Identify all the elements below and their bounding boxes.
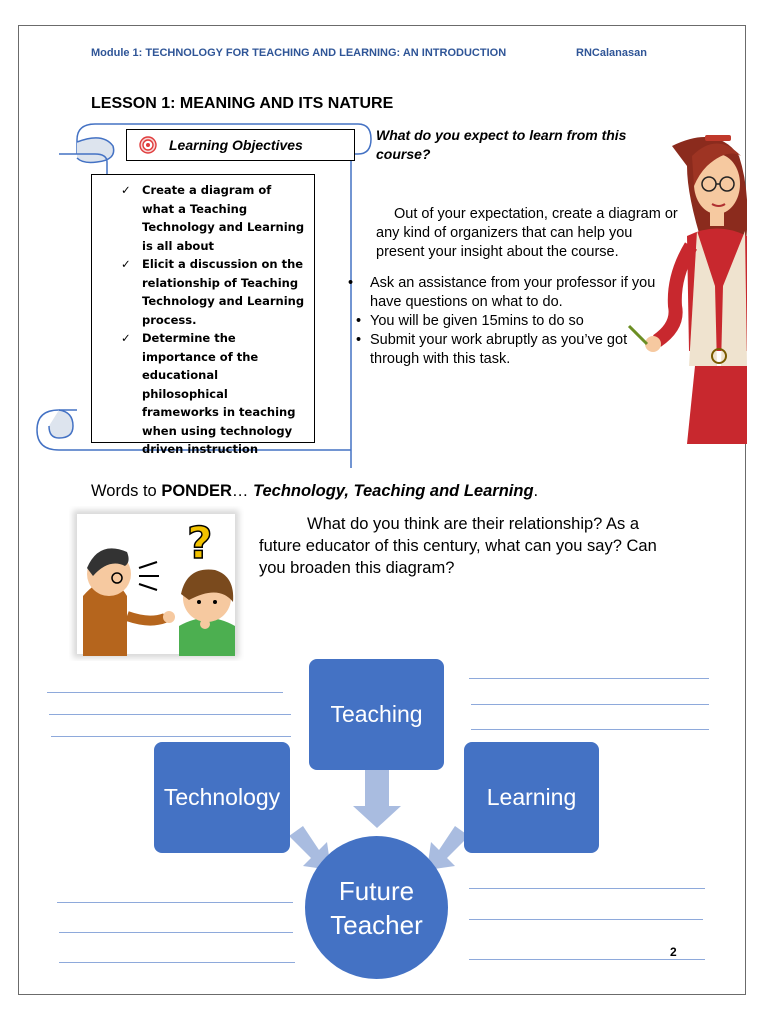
lesson-title: LESSON 1: MEANING AND ITS NATURE bbox=[91, 95, 394, 112]
svg-text:?: ? bbox=[187, 518, 213, 569]
writing-line bbox=[469, 888, 705, 889]
writing-line bbox=[471, 704, 709, 705]
teacher-illustration bbox=[617, 126, 747, 444]
writing-line bbox=[469, 919, 703, 920]
writing-line bbox=[471, 729, 709, 730]
objectives-title: Learning Objectives bbox=[169, 137, 303, 153]
ponder-heading: Words to PONDER… Technology, Teaching and Learning. bbox=[91, 482, 539, 500]
writing-line bbox=[469, 678, 709, 679]
bullet-item: • You will be given 15mins to do so bbox=[356, 313, 584, 329]
ponder-question: What do you think are their relationship? As a future educator of this century, what can you say? Can you broaden this diagram? bbox=[259, 515, 657, 577]
page-number: 2 bbox=[670, 945, 677, 959]
diagram-learning-box: Learning bbox=[464, 742, 599, 853]
expectation-paragraph: Out of your expectation, create a diagram or any kind of organizers that can help you present your insight about the course. bbox=[376, 206, 678, 260]
diagram-future-teacher-circle: Future Teacher bbox=[305, 836, 448, 979]
writing-line bbox=[49, 714, 291, 715]
objective-item: ✓ Elicit a discussion on the relationship of Teaching Technology and Learning process. bbox=[121, 257, 305, 327]
objectives-title-box bbox=[126, 129, 355, 161]
writing-line bbox=[59, 962, 295, 963]
bullet-item: • Submit your work abruptly as you’ve got through with this task. bbox=[356, 332, 628, 367]
writing-line bbox=[51, 736, 291, 737]
checkmark-icon: ✓ bbox=[121, 257, 131, 271]
expectation-question: What do you expect to learn from this course? bbox=[376, 127, 627, 162]
checkmark-icon: ✓ bbox=[121, 331, 131, 345]
objectives-list bbox=[118, 181, 306, 459]
objectives-list-box bbox=[91, 174, 315, 456]
module-header: Module 1: TECHNOLOGY FOR TEACHING AND LEARNING: AN INTRODUCTION bbox=[91, 47, 507, 59]
diagram-teaching-box: Teaching bbox=[309, 659, 444, 770]
author-header: RNCalanasan bbox=[576, 47, 647, 59]
document-page bbox=[18, 25, 746, 995]
writing-line bbox=[57, 902, 293, 903]
target-icon bbox=[139, 136, 157, 154]
objective-item: ✓ Create a diagram of what a Teaching Technology and Learning is all about bbox=[121, 183, 305, 253]
diagram-technology-box: Technology bbox=[154, 742, 290, 853]
writing-line bbox=[59, 932, 293, 933]
writing-line bbox=[47, 692, 283, 693]
bullet-item: • Ask an assistance from your professor if you have questions on what to do. bbox=[348, 275, 656, 310]
objective-item: ✓ Determine the importance of the educational philosophical frameworks in teaching when using technology driven instruction bbox=[121, 331, 296, 456]
checkmark-icon: ✓ bbox=[121, 183, 131, 197]
cartoon-illustration bbox=[69, 506, 244, 661]
writing-line bbox=[469, 959, 705, 960]
